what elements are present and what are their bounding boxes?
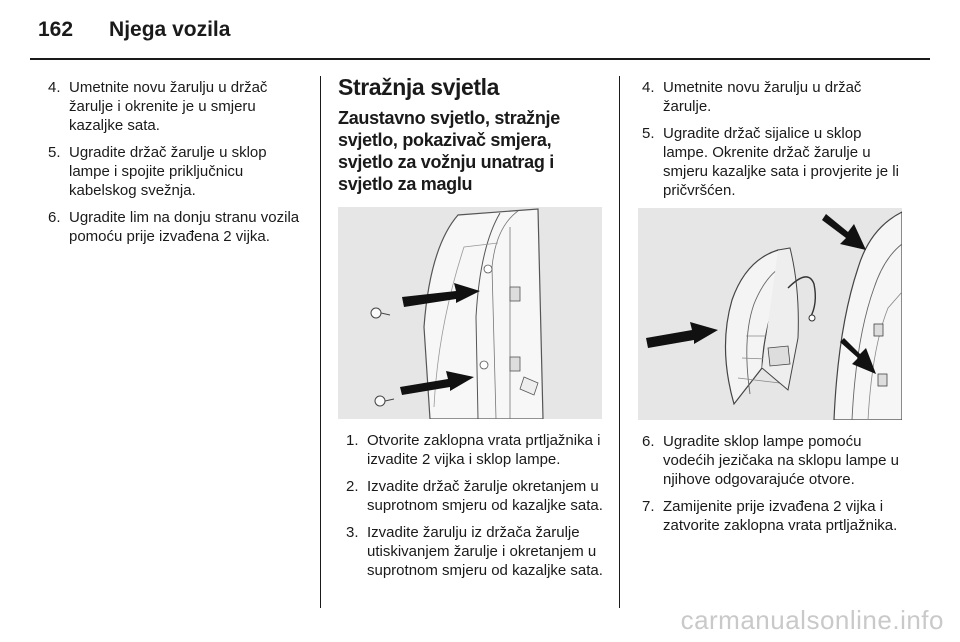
rear-lamp-installation-figure <box>638 208 902 420</box>
list-item <box>342 523 606 580</box>
step-text: Otvorite zaklopna vrata prtljažnika i izvadite 2 vijka i sklop lampe. <box>367 432 601 468</box>
column-divider-left <box>320 76 321 608</box>
list-item <box>342 431 606 469</box>
left-steps <box>44 78 306 246</box>
step-text: Ugradite sklop lampe pomoću vodećih jezičaka na sklopu lampe u njihove odgovarajuće otvore. <box>663 433 899 488</box>
middle-column <box>338 74 606 588</box>
list-item <box>44 143 306 200</box>
page-title: Njega vozila <box>109 18 231 41</box>
page-header <box>38 18 230 48</box>
page-number: 162 <box>38 18 74 41</box>
list-item <box>44 208 306 246</box>
step-text: Izvadite žarulju iz držača žarulje utiskivanjem žarulje i okretanjem u suprotnom smjeru od kazaljke sata. <box>367 524 603 579</box>
site-watermark: carmanualsonline.info <box>680 605 944 635</box>
step-text: Umetnite novu žarulju u držač žarulje. <box>663 79 862 115</box>
list-item <box>638 78 904 116</box>
rear-lamp-removal-illustration <box>338 207 602 419</box>
step-number: 4. <box>48 79 61 96</box>
step-number: 2. <box>346 478 359 495</box>
list-item <box>638 432 904 489</box>
step-number: 3. <box>346 524 359 541</box>
step-number: 6. <box>642 433 655 450</box>
step-number: 7. <box>642 498 655 515</box>
right-column <box>638 78 904 543</box>
right-steps-bottom <box>638 432 904 535</box>
step-text: Ugradite držač žarulje u sklop lampe i spojite priključnicu kabelskog svežnja. <box>69 144 267 199</box>
step-text: Zamijenite prije izvađena 2 vijka i zatvorite zaklopna vrata prtljažnika. <box>663 498 898 534</box>
step-text: Izvadite držač žarulje okretanjem u suprotnom smjeru od kazaljke sata. <box>367 478 603 514</box>
section-title: Stražnja svjetla <box>338 74 500 100</box>
step-number: 1. <box>346 432 359 449</box>
list-item <box>342 477 606 515</box>
left-column <box>44 78 306 254</box>
rear-lamp-installation-illustration <box>638 208 902 420</box>
list-item <box>44 78 306 135</box>
rear-lamp-removal-figure <box>338 207 602 419</box>
column-divider-right <box>619 76 620 608</box>
step-number: 6. <box>48 209 61 226</box>
right-steps-top <box>638 78 904 200</box>
step-text: Ugradite lim na donju stranu vozila pomoću prije izvađena 2 vijka. <box>69 209 300 245</box>
step-number: 4. <box>642 79 655 96</box>
step-number: 5. <box>642 125 655 142</box>
step-number: 5. <box>48 144 61 161</box>
list-item <box>638 124 904 200</box>
list-item <box>638 497 904 535</box>
header-rule <box>30 58 930 60</box>
middle-steps <box>338 431 606 580</box>
step-text: Umetnite novu žarulju u držač žarulje i okrenite je u smjeru kazaljke sata. <box>69 79 268 134</box>
subsection-title: Zaustavno svjetlo, stražnje svjetlo, pokazivač smjera, svjetlo za vožnju unatrag i svjetlo za maglu <box>338 108 560 194</box>
step-text: Ugradite držač sijalice u sklop lampe. Okrenite držač žarulje u smjeru kazaljke sata i provjerite je li pričvršćen. <box>663 125 899 199</box>
